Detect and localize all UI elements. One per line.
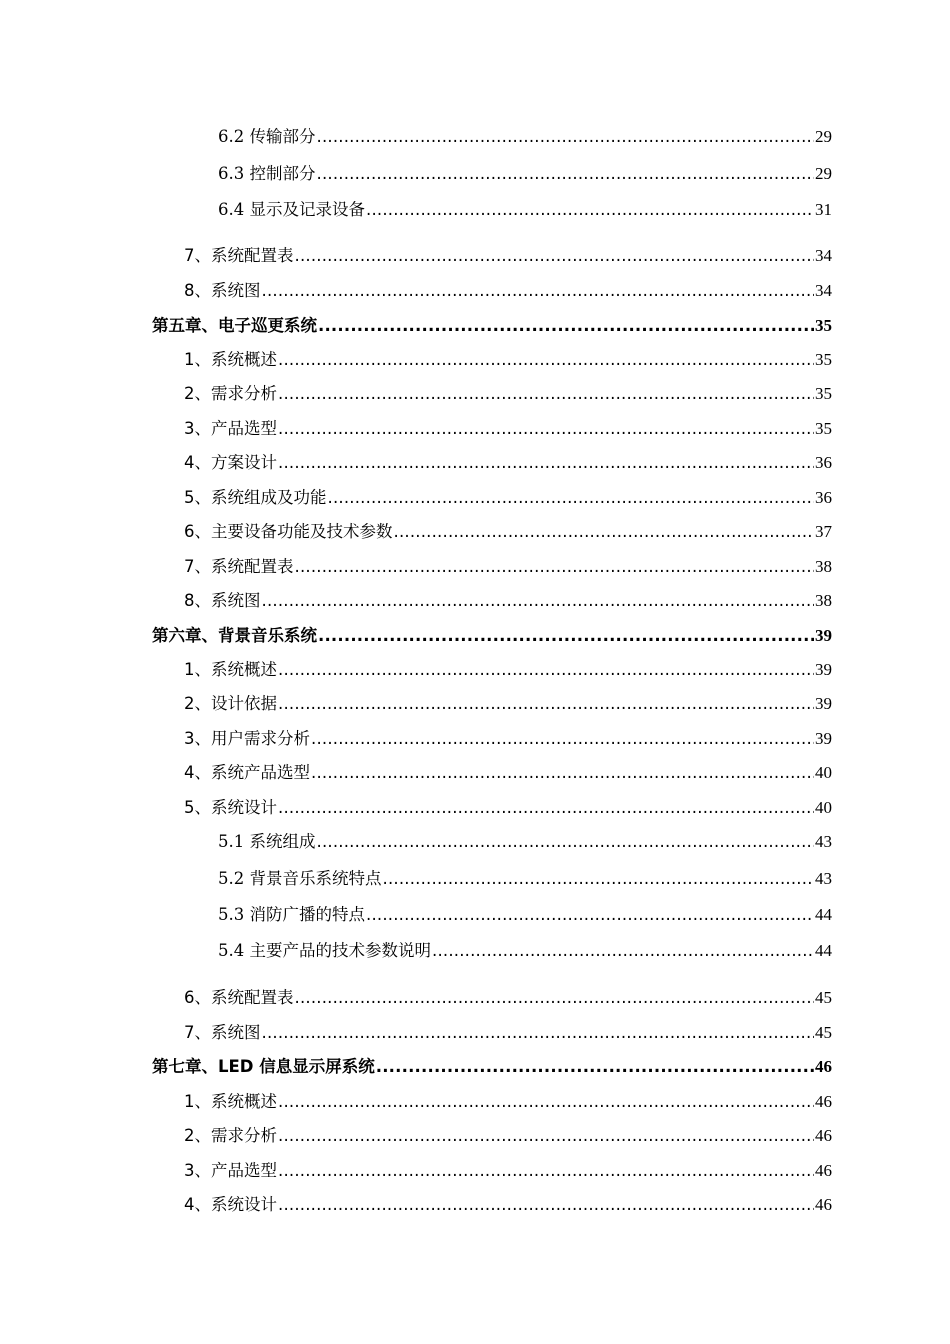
toc-entry-title: 6、系统配置表: [184, 988, 294, 1007]
toc-entry-page-number: 29: [815, 127, 832, 146]
toc-entry-page-number: 34: [815, 281, 832, 300]
toc-entry-page-number: 35: [815, 316, 832, 335]
toc-dot-leader: [317, 126, 815, 148]
toc-dot-leader: [328, 487, 815, 509]
toc-entry-title: 6.3 控制部分: [218, 164, 316, 183]
toc-dot-leader: [278, 349, 814, 371]
toc-entry-page-number: 44: [815, 905, 832, 924]
toc-entry-page-number: 38: [815, 557, 832, 576]
toc-dot-leader: [432, 940, 814, 962]
toc-dot-leader: [383, 868, 815, 890]
toc-entry[interactable]: [184, 556, 832, 578]
toc-dot-leader: [366, 199, 814, 221]
toc-dot-leader: [317, 163, 815, 185]
toc-entry[interactable]: [184, 590, 832, 612]
toc-entry-page-number: 40: [815, 763, 832, 782]
toc-entry-title: 5.3 消防广播的特点: [218, 905, 365, 924]
toc-entry-title: 5.2 背景音乐系统特点: [218, 869, 382, 888]
toc-entry-title: 6、主要设备功能及技术参数: [184, 522, 393, 541]
toc-entry[interactable]: [152, 315, 832, 337]
toc-dot-leader: [311, 728, 814, 750]
toc-entry-page-number: 35: [815, 350, 832, 369]
toc-dot-leader: [394, 521, 815, 543]
toc-entry-title: 5、系统设计: [184, 798, 277, 817]
toc-entry-title: 5.4 主要产品的技术参数说明: [218, 941, 431, 960]
toc-entry-page-number: 44: [815, 941, 832, 960]
toc-entry-page-number: 35: [815, 419, 832, 438]
toc-dot-leader: [295, 556, 815, 578]
toc-dot-leader: [262, 1022, 815, 1044]
toc-dot-leader: [278, 1125, 814, 1147]
toc-entry[interactable]: [184, 1160, 832, 1182]
toc-entry-page-number: 43: [815, 832, 832, 851]
toc-entry[interactable]: [218, 126, 832, 148]
toc-entry-title: 7、系统配置表: [184, 557, 294, 576]
toc-entry-page-number: 46: [815, 1195, 832, 1214]
toc-entry[interactable]: [184, 1194, 832, 1216]
toc-entry[interactable]: [218, 904, 832, 926]
toc-entry-title: 2、需求分析: [184, 1126, 277, 1145]
toc-entry-page-number: 29: [815, 164, 832, 183]
toc-dot-leader: [278, 418, 814, 440]
toc-entry[interactable]: [218, 199, 832, 221]
toc-entry-title: 4、系统产品选型: [184, 763, 310, 782]
toc-entry-title: 7、系统配置表: [184, 246, 294, 265]
toc-entry[interactable]: [218, 163, 832, 185]
toc-entry-title: 5、系统组成及功能: [184, 488, 327, 507]
toc-dot-leader: [278, 1194, 814, 1216]
toc-entry[interactable]: [184, 728, 832, 750]
toc-entry-title: 1、系统概述: [184, 660, 277, 679]
toc-dot-leader: [278, 797, 814, 819]
toc-entry-title: 2、需求分析: [184, 384, 277, 403]
toc-entry-title: 8、系统图: [184, 591, 261, 610]
toc-entry[interactable]: [218, 940, 832, 962]
toc-entry-page-number: 38: [815, 591, 832, 610]
toc-entry-page-number: 34: [815, 246, 832, 265]
toc-entry-page-number: 46: [815, 1126, 832, 1145]
toc-entry-page-number: 31: [815, 200, 832, 219]
toc-entry-title: 4、方案设计: [184, 453, 277, 472]
toc-dot-leader: [278, 1091, 814, 1113]
toc-dot-leader: [278, 693, 814, 715]
toc-entry[interactable]: [184, 487, 832, 509]
toc-entry-page-number: 39: [815, 729, 832, 748]
toc-entry-title: 4、系统设计: [184, 1195, 277, 1214]
toc-dot-leader: [278, 452, 814, 474]
toc-entry-title: 6.2 传输部分: [218, 127, 316, 146]
toc-dot-leader: [311, 762, 814, 784]
toc-entry-title: 3、产品选型: [184, 419, 277, 438]
toc-entry[interactable]: [184, 280, 832, 302]
toc-entry-title: 1、系统概述: [184, 350, 277, 369]
toc-entry[interactable]: [184, 659, 832, 681]
toc-entry-page-number: 45: [815, 988, 832, 1007]
toc-entry-title: 3、用户需求分析: [184, 729, 310, 748]
toc-entry[interactable]: [152, 1056, 832, 1078]
toc-entry-page-number: 40: [815, 798, 832, 817]
toc-entry-page-number: 46: [815, 1161, 832, 1180]
toc-entry[interactable]: [184, 1091, 832, 1113]
toc-entry-title: 第五章、电子巡更系统: [152, 316, 317, 335]
toc-entry[interactable]: [184, 987, 832, 1009]
toc-entry[interactable]: [218, 868, 832, 890]
toc-entry-page-number: 39: [815, 694, 832, 713]
toc-entry[interactable]: [184, 418, 832, 440]
toc-dot-leader: [318, 315, 814, 337]
toc-dot-leader: [376, 1056, 814, 1078]
toc-entry[interactable]: [184, 762, 832, 784]
toc-entry-page-number: 43: [815, 869, 832, 888]
toc-entry-page-number: 45: [815, 1023, 832, 1042]
toc-entry[interactable]: [184, 349, 832, 371]
toc-entry-page-number: 36: [815, 488, 832, 507]
toc-entry[interactable]: [184, 797, 832, 819]
toc-entry-title: 5.1 系统组成: [218, 832, 316, 851]
toc-entry-title: 第七章、LED 信息显示屏系统: [152, 1057, 375, 1076]
toc-dot-leader: [278, 1160, 814, 1182]
toc-entry-page-number: 39: [815, 626, 832, 645]
toc-entry-title: 2、设计依据: [184, 694, 277, 713]
toc-entry-page-number: 39: [815, 660, 832, 679]
toc-dot-leader: [278, 659, 814, 681]
toc-entry[interactable]: [184, 693, 832, 715]
toc-dot-leader: [278, 383, 814, 405]
toc-entry[interactable]: [184, 1022, 832, 1044]
toc-entry-title: 3、产品选型: [184, 1161, 277, 1180]
toc-entry[interactable]: [152, 625, 832, 647]
toc-dot-leader: [295, 987, 815, 1009]
toc-entry-page-number: 37: [815, 522, 832, 541]
toc-entry-title: 1、系统概述: [184, 1092, 277, 1111]
toc-entry[interactable]: [184, 452, 832, 474]
toc-dot-leader: [317, 831, 815, 853]
toc-entry-page-number: 36: [815, 453, 832, 472]
toc-entry-page-number: 35: [815, 384, 832, 403]
toc-entry-title: 6.4 显示及记录设备: [218, 200, 365, 219]
toc-entry-page-number: 46: [815, 1092, 832, 1111]
toc-entry-title: 8、系统图: [184, 281, 261, 300]
toc-entry-title: 第六章、背景音乐系统: [152, 626, 317, 645]
toc-entry[interactable]: [184, 521, 832, 543]
toc-dot-leader: [295, 245, 815, 267]
toc-entry[interactable]: [184, 1125, 832, 1147]
toc-dot-leader: [262, 280, 815, 302]
toc-entry[interactable]: [184, 245, 832, 267]
toc-entry[interactable]: [218, 831, 832, 853]
toc-entry-page-number: 46: [815, 1057, 832, 1076]
toc-entry[interactable]: [184, 383, 832, 405]
toc-entry-title: 7、系统图: [184, 1023, 261, 1042]
toc-dot-leader: [318, 625, 814, 647]
toc-dot-leader: [262, 590, 815, 612]
toc-dot-leader: [366, 904, 814, 926]
